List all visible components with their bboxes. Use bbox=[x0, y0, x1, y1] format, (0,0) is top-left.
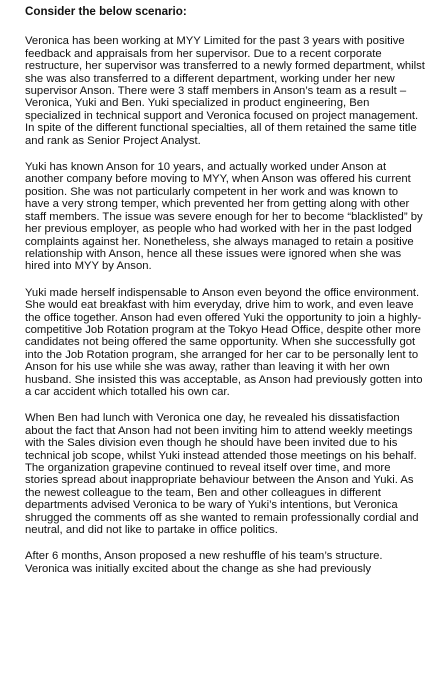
paragraph-1: Veronica has been working at MYY Limited for the past 3 years with positive feedback and appraisals from her supervisor. Due to a recent corporate restructure, her supervisor was transferred to a newly formed department, whilst she was also transferred to a different department, working under her new supervisor Anson. There were 3 staff members in Anson’s team as a result – Veronica, Yuki and Ben. Yuki specialized in product engineering, Ben specialized in technical support and Veronica focused on project management. In spite of the different functional specialties, all of them retained the same title and rank as Senior Project Analyst. bbox=[25, 35, 425, 147]
scenario-heading: Consider the below scenario: bbox=[25, 5, 187, 18]
paragraph-2: Yuki has known Anson for 10 years, and actually worked under Anson at another company before moving to MYY, when Anson was offered his current position. She was not particularly competent in her work and was known to have a very strong temper, which prevented her from getting along with other staff members. The issue was severe enough for her to become “blacklisted” by her previous employer, as people who had worked with her in the past lodged complaints against her. Nonetheless, she always managed to retain a positive relationship with Anson, hence all these issues were ignored when she was hired into MYY by Anson. bbox=[25, 161, 423, 273]
paragraph-5: After 6 months, Anson proposed a new reshuffle of his team’s structure. Veronica was initially excited about the change as she had previously bbox=[25, 550, 383, 575]
paragraph-3: Yuki made herself indispensable to Anson even beyond the office environment. She would eat breakfast with him everyday, drive him to work, and even leave the office together. Anson had even offered Yuki the opportunity to join a highly-competitive Job Rotation program at the Tokyo Head Office, despite other more candidates not being offered the same opportunity. When she successfully got into the Job Rotation program, she arranged for her car to be personally lent to Anson for his use while she was away, rather than leaving it with her own husband. She insisted this was acceptable, as Anson had previously gotten into a car accident which totalled his own car. bbox=[25, 286, 423, 398]
paragraph-4: When Ben had lunch with Veronica one day, he revealed his dissatisfaction about the fact that Anson had not been inviting him to attend weekly meetings with the Sales division even though he should have been invited due to his technical job scope, whilst Yuki instead attended those meetings on his behalf. The organization grapevine continued to reveal itself over time, and more stories spread about inappropriate behaviour between the Anson and Yuki. As the newest colleague to the team, Ben and other colleagues in different departments advised Veronica to be wary of Yuki’s intentions, but Veronica shrugged the comments off as she wanted to remain professionally cordial and neutral, and did not like to partake in office politics. bbox=[25, 412, 419, 537]
document-body bbox=[25, 6, 425, 589]
